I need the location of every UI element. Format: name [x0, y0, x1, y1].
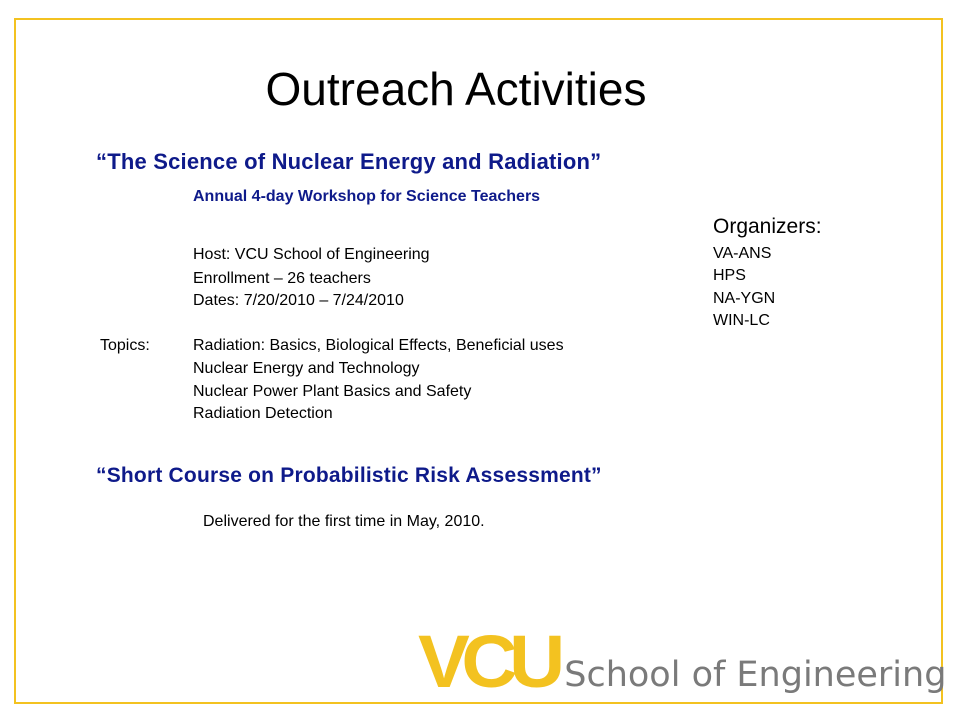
organizer-item: NA-YGN	[713, 290, 776, 307]
topic-item: Radiation Detection	[193, 405, 333, 422]
workshop-dates: Dates: 7/20/2010 – 7/24/2010	[193, 292, 404, 309]
vcu-engineering-logo	[418, 620, 947, 703]
topic-item: Nuclear Energy and Technology	[193, 360, 420, 377]
workshop-enrollment: Enrollment – 26 teachers	[193, 270, 371, 287]
organizer-item: HPS	[713, 267, 746, 284]
organizer-item: WIN-LC	[713, 312, 770, 329]
topic-item: Radiation: Basics, Biological Effects, Beneficial uses	[193, 337, 564, 354]
short-course-note: Delivered for the first time in May, 2010.	[203, 513, 485, 530]
workshop-subtitle: Annual 4-day Workshop for Science Teachers	[193, 188, 541, 205]
organizers-heading: Organizers:	[713, 215, 822, 238]
organizer-item: VA-ANS	[713, 245, 772, 262]
vcu-logo-text: School of Engineering	[564, 655, 947, 695]
topics-label: Topics:	[100, 337, 150, 354]
workshop-host: Host: VCU School of Engineering	[193, 246, 430, 263]
vcu-logo-mark: VCU	[418, 620, 557, 703]
slide-border	[14, 18, 943, 704]
workshop-title: “The Science of Nuclear Energy and Radiation”	[96, 149, 602, 174]
slide-title: Outreach Activities	[265, 63, 647, 115]
short-course-title: “Short Course on Probabilistic Risk Assessment”	[96, 464, 602, 487]
topic-item: Nuclear Power Plant Basics and Safety	[193, 383, 472, 400]
